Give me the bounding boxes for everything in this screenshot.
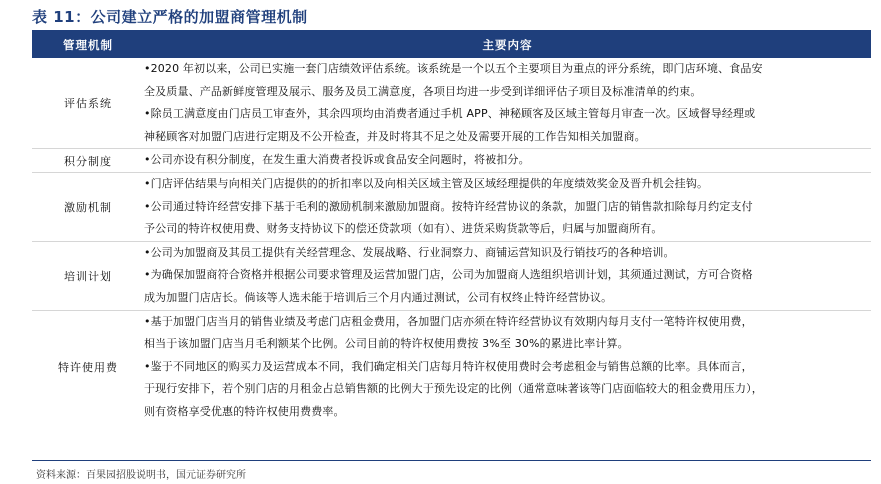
content-line: •公司通过特许经营安排下基于毛利的激励机制来激励加盟商。按特许经营协议的条款，加盟门店的销售款扣除每月约定支付 <box>144 199 753 213</box>
content-cell <box>144 172 871 241</box>
table-row <box>32 172 871 241</box>
content-line: •门店评估结果与向相关门店提供的的折扣率以及向相关区域主管及区域经理提供的年度绩效奖金及晋升机会挂钩。 <box>144 176 709 190</box>
category-evaluation-system: 评估系统 <box>64 97 112 111</box>
table-row <box>32 241 871 310</box>
content-line: 予公司的特许权使用费、财务支持协议下的偿还贷款项（如有）、进货采购货款等后，归属与加盟商所有。 <box>144 222 663 236</box>
table-row <box>32 149 871 173</box>
header-content: 主要内容 <box>144 31 871 58</box>
table-row <box>32 58 871 149</box>
category-franchise-fee: 特许使用费 <box>32 310 144 423</box>
table-header-row <box>32 31 871 58</box>
content-line: 神秘顾客对加盟门店进行定期及不公开检查，并及时将其不足之处及需要开展的工作告知相关加盟商。 <box>144 129 646 143</box>
content-line: 相当于该加盟门店当月毛利额某个比例。公司目前的特许权使用费按 3%至 30%的累进比率计算。 <box>144 337 629 351</box>
content-line: 全及质量、产品新鲜度管理及展示、服务及员工满意度，各项目均进一步受到详细评估子项目及标准清单的约束。 <box>144 84 702 98</box>
content-line: •2020 年初以来，公司已实施一套门店绩效评估系统。该系统是一个以五个主要项目为重点的评分系统，即门店环境、食品安 <box>144 62 763 75</box>
content-line: 则有资格享受优惠的特许权使用费费率。 <box>144 404 345 418</box>
table-title: 表 11：公司建立严格的加盟商管理机制 <box>32 8 308 26</box>
content-line: •除员工满意度由门店员工审查外，其余四项均由消费者通过手机 APP、神秘顾客及区域主管每月审查一次。区域督导经理或 <box>144 107 756 121</box>
content-cell <box>144 58 871 149</box>
franchise-management-table <box>32 31 871 424</box>
content-line: 成为加盟门店店长。倘该等人选未能于培训后三个月内通过测试，公司有权终止特许经营协议。 <box>144 290 613 304</box>
category-training-plan: 培训计划 <box>32 241 144 310</box>
content-cell <box>144 241 871 310</box>
content-cell <box>144 149 871 173</box>
content-line: •基于加盟门店当月的销售业绩及考虑门店租金费用，各加盟门店亦须在特许经营协议有效期内每月支付一笔特许权使用费， <box>144 314 753 328</box>
content-line: •公司亦设有积分制度，在发生重大消费者投诉或食品安全问题时，将被扣分。 <box>144 153 530 167</box>
category-incentive-mechanism: 激励机制 <box>32 172 144 241</box>
header-mechanism: 管理机制 <box>32 31 144 58</box>
content-line: 于现行安排下，若个别门店的月租金占总销售额的比例大于预先设定的比例（通常意味著该等门店面临较大的租金费用压力）， <box>144 382 763 396</box>
content-line: •鉴于不同地区的购买力及运营成本不同，我们确定相关门店每月特许权使用费时会考虑租金与销售总额的比率。具体而言， <box>144 359 753 373</box>
content-cell <box>144 310 871 423</box>
table-bottom-divider <box>32 460 871 461</box>
category-points-system: 积分制度 <box>32 149 144 173</box>
content-line: •公司为加盟商及其员工提供有关经营理念、发展战略、行业洞察力、商铺运营知识及行销技巧的各种培训。 <box>144 245 675 259</box>
table-row <box>32 310 871 423</box>
content-line: •为确保加盟商符合资格并根据公司要求管理及运营加盟门店，公司为加盟商人选组织培训计划，其须通过测试，方可合资格 <box>144 268 753 282</box>
source-note: 资料来源：百果园招股说明书，国元证券研究所 <box>36 470 246 481</box>
